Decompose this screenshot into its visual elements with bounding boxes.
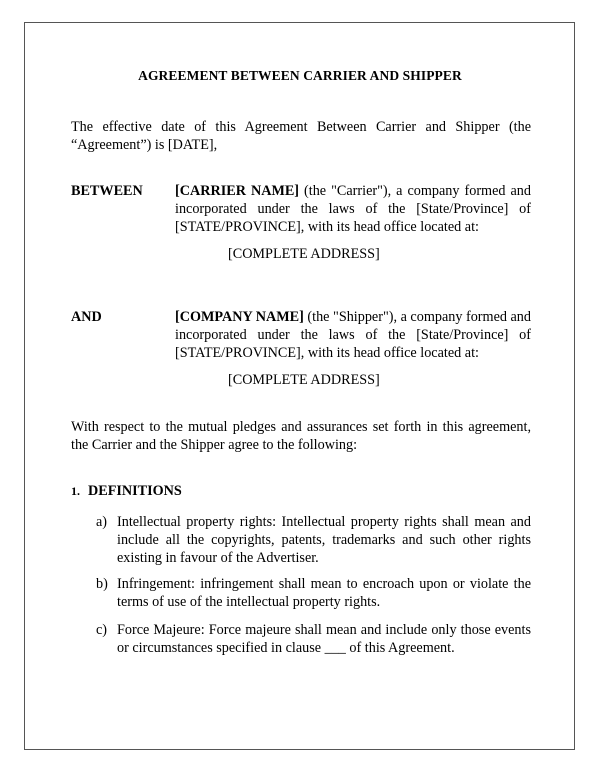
carrier-address: [COMPLETE ADDRESS] [228,246,380,262]
shipper-address: [COMPLETE ADDRESS] [228,372,380,388]
definition-letter: b) [96,576,108,592]
definition-letter: c) [96,622,108,638]
definition-text: Force Majeure: Force majeure shall mean and include only those events or circumstances specified in clause ___ of this Agreement. [117,622,531,656]
effective-date-paragraph: The effective date of this Agreement Between Carrier and Shipper (the “Agreement”) is [DATE], [71,119,531,153]
shipper-party-paragraph [175,308,531,362]
carrier-description: (the "Carrier"), a company formed and incorporated under the laws of the [State/Province] of [STATE/PROVINCE], with its head office located at: [175,183,531,235]
and-label: AND [71,309,102,325]
definition-letter: a) [96,514,108,530]
section-title: DEFINITIONS [88,483,182,499]
shipper-description: (the "Shipper"), a company formed and incorporated under the laws of the [State/Province] of [STATE/PROVINCE], with its head office located at: [175,309,531,361]
section-number: 1. [71,484,80,498]
mutual-pledges-paragraph: With respect to the mutual pledges and assurances set forth in this agreement, the Carrier and the Shipper agree to the following: [71,419,531,453]
carrier-party-paragraph [175,182,531,236]
definition-item [96,575,531,611]
between-label: BETWEEN [71,183,143,199]
shipper-name: [COMPANY NAME] [175,309,304,325]
carrier-name: [CARRIER NAME] [175,183,300,199]
section-heading-definitions [71,482,182,500]
definition-item [96,513,531,567]
document-title: AGREEMENT BETWEEN CARRIER AND SHIPPER [138,68,462,83]
definition-item [96,621,531,657]
definition-text: Infringement: infringement shall mean to encroach upon or violate the terms of use of the intellectual property rights. [117,576,531,610]
definition-text: Intellectual property rights: Intellectual property rights shall mean and include all the copyrights, patents, trademarks and such other rights existing in favour of the Advertiser. [117,514,531,566]
